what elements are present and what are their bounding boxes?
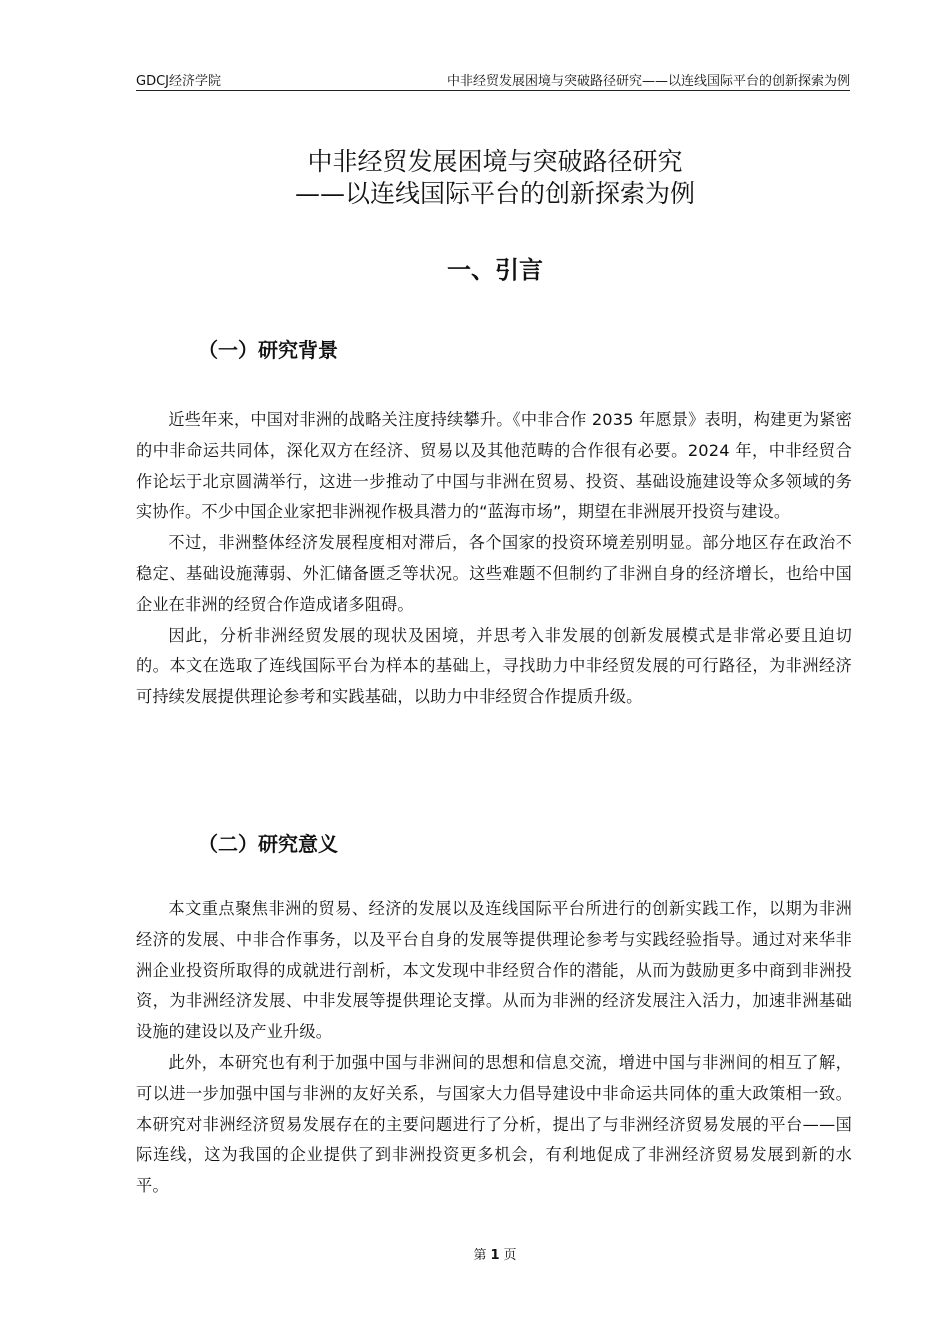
paragraph: 此外，本研究也有利于加强中国与非洲间的思想和信息交流，增进中国与非洲间的相互了解，可以进一步加强中国与非洲的友好关系，与国家大力倡导建设中非命运共同体的重大政策相一致。本研究对非洲经济贸易发展存在的主要问题进行了分析，提出了与非洲经济贸易发展的平台——国际连线，这为我国的企业提供了到非洲投资更多机会，有利地促成了非洲经济贸易发展到新的水平。 xyxy=(136,1052,852,1196)
page-number-prefix: 第 xyxy=(473,1248,487,1263)
paragraph: 近些年来，中国对非洲的战略关注度持续攀升。《中非合作 2035 年愿景》表明，构建更为紧密的中非命运共同体，深化双方在经济、贸易以及其他范畴的合作很有必要。2024 年，中非经贸合作论坛于北京圆满举行，这进一步推动了中国与非洲在贸易、投资、基础设施建设等众多领域的务实协作。不少中国企业家把非洲视作极具潜力的“蓝海市场”，期望在非洲展开投资与建设。 xyxy=(136,410,852,522)
significance-paragraphs xyxy=(136,894,852,1202)
header-paper-title: 中非经贸发展困境与突破路径研究——以连线国际平台的创新探索为例 xyxy=(446,74,850,89)
paragraph: 不过，非洲整体经济发展程度相对滞后，各个国家的投资环境差别明显。部分地区存在政治不稳定、基础设施薄弱、外汇储备匮乏等状况。这些难题不但制约了非洲自身的经济增长，也给中国企业在非洲的经贸合作造成诸多阻碍。 xyxy=(136,533,852,614)
paragraph: 本文重点聚焦非洲的贸易、经济的发展以及连线国际平台所进行的创新实践工作，以期为非洲经济的发展、中非合作事务，以及平台自身的发展等提供理论参考与实践经验指导。通过对来华非洲企业投资所取得的成就进行剖析，本文发现中非经贸合作的潜能，从而为鼓励更多中商到非洲投资，为非洲经济发展、中非发展等提供理论支撑。从而为非洲的经济发展注入活力，加速非洲基础设施的建设以及产业升级。 xyxy=(136,899,852,1042)
page-number: 1 xyxy=(490,1248,500,1263)
page-number-suffix: 页 xyxy=(503,1248,517,1263)
title-line-main: 中非经贸发展困境与突破路径研究 xyxy=(307,147,683,176)
paragraph: 因此，分析非洲经贸发展的现状及困境，并思考入非发展的创新发展模式是非常必要且迫切的。本文在选取了连线国际平台为样本的基础上，寻找助力中非经贸发展的可行路径，为非洲经济可持续发展提供理论参考和实践基础，以助力中非经贸合作提质升级。 xyxy=(136,625,852,707)
section-heading-introduction: 一、引言 xyxy=(447,256,543,284)
page-footer xyxy=(0,1244,950,1263)
document-title xyxy=(0,146,950,210)
title-line-subtitle: ——以连线国际平台的创新探索为例 xyxy=(294,179,695,208)
subsection-heading-significance: （二）研究意义 xyxy=(198,832,338,856)
subsection-heading-background: （一）研究背景 xyxy=(198,338,338,362)
background-paragraphs xyxy=(136,405,852,713)
page-header xyxy=(136,68,850,91)
header-institution: GDCJ经济学院 xyxy=(136,74,221,89)
